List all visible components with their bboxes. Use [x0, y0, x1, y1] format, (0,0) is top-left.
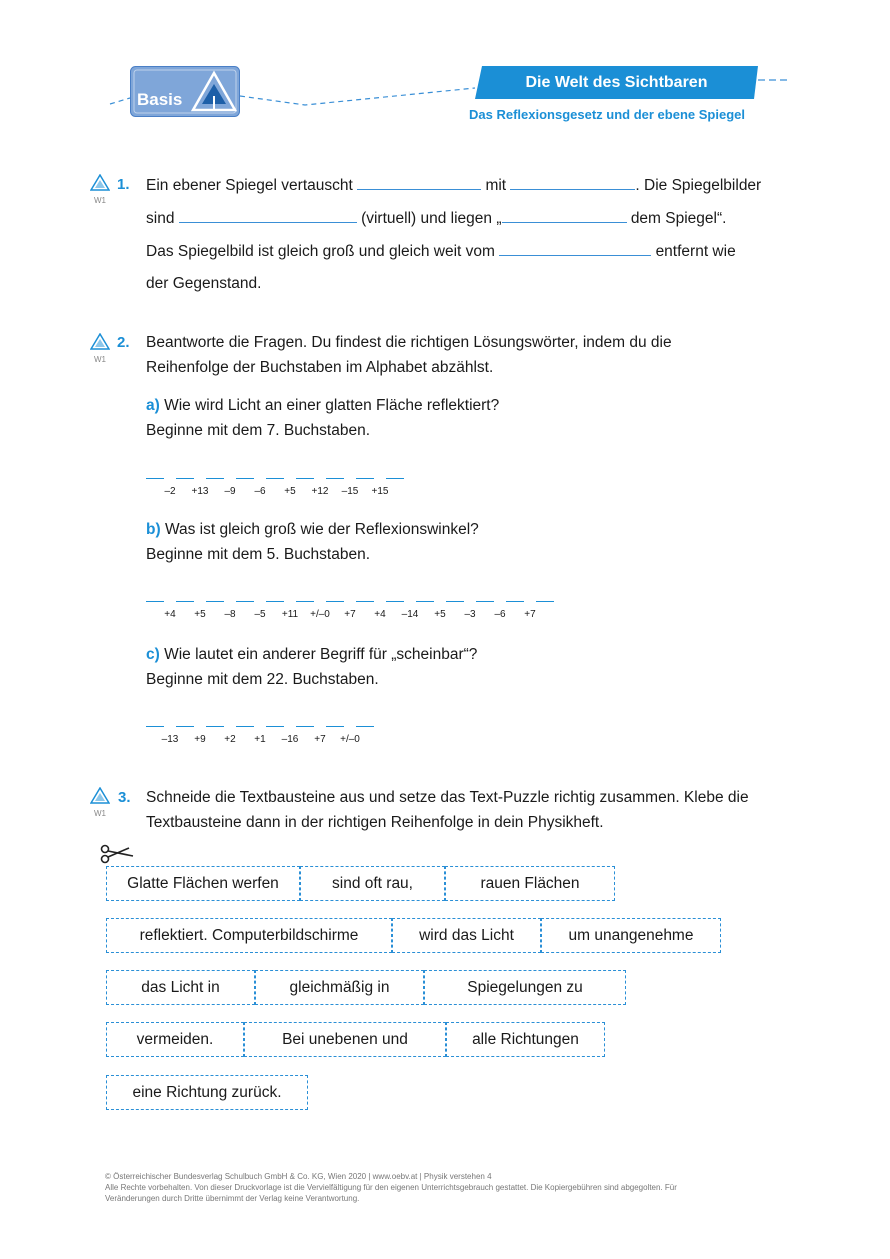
letter-offset: +11	[281, 609, 299, 620]
text-segment: entfernt wie	[655, 243, 736, 260]
letter-offset: +/–0	[310, 609, 330, 620]
letter-slot[interactable]	[206, 478, 224, 479]
basis-level-badge	[130, 66, 240, 117]
text-segment: . Die Spiegelbilder	[635, 177, 762, 194]
text-segment: Das Spiegelbild ist gleich groß und gleich weit vom	[146, 243, 495, 260]
difficulty-pyramid-icon	[90, 333, 110, 350]
puzzle-piece[interactable]: Bei unebenen und	[244, 1022, 446, 1057]
fill-in-blank[interactable]	[499, 241, 651, 256]
puzzle-piece[interactable]: reflektiert. Computerbildschirme	[106, 918, 392, 953]
footer-line: Veränderungen durch Dritte übernimmt der Verlag keine Verantwortung.	[105, 1194, 360, 1203]
letter-offset: +12	[311, 486, 329, 497]
letter-slot[interactable]	[146, 601, 164, 602]
solution-word-b[interactable]	[146, 601, 566, 627]
question-c	[146, 645, 477, 665]
exercise-number: 1.	[117, 176, 130, 193]
exercise1-line2	[146, 208, 726, 229]
letter-offset: +1	[254, 734, 266, 745]
letter-slot[interactable]	[206, 601, 224, 602]
exercise3-instruction-line1: Schneide die Textbausteine aus und setze das Text-Puzzle richtig zusammen. Klebe die	[146, 789, 749, 806]
puzzle-piece[interactable]: wird das Licht	[392, 918, 541, 953]
letter-slot[interactable]	[266, 726, 284, 727]
puzzle-piece[interactable]: eine Richtung zurück.	[106, 1075, 308, 1110]
difficulty-pyramid-icon	[90, 174, 110, 191]
letter-slot[interactable]	[296, 478, 314, 479]
letter-offset: –8	[224, 609, 236, 620]
fill-in-blank[interactable]	[179, 208, 357, 223]
letter-slot[interactable]	[176, 478, 194, 479]
letter-slot[interactable]	[356, 601, 374, 602]
letter-offset: +9	[194, 734, 206, 745]
letter-offset: –2	[164, 486, 176, 497]
question-label: b)	[146, 521, 161, 538]
letter-slot[interactable]	[266, 601, 284, 602]
solution-word-a[interactable]	[146, 478, 446, 504]
letter-slot[interactable]	[326, 478, 344, 479]
letter-slot[interactable]	[296, 601, 314, 602]
question-b	[146, 520, 479, 540]
letter-offset: +2	[224, 734, 236, 745]
letter-offset: –6	[254, 486, 266, 497]
letter-slot[interactable]	[326, 726, 344, 727]
letter-offset: –14	[401, 609, 419, 620]
letter-slot[interactable]	[506, 601, 524, 602]
letter-slot[interactable]	[446, 601, 464, 602]
hint-b: Beginne mit dem 5. Buchstaben.	[146, 546, 371, 563]
exercise2-intro-line1: Beantworte die Fragen. Du findest die richtigen Lösungswörter, indem du die	[146, 334, 672, 351]
question-text: Wie wird Licht an einer glatten Fläche reflektiert?	[164, 397, 500, 414]
puzzle-piece[interactable]: alle Richtungen	[446, 1022, 605, 1057]
letter-slot[interactable]	[176, 601, 194, 602]
fill-in-blank[interactable]	[510, 175, 635, 190]
letter-offset: +5	[194, 609, 206, 620]
letter-offset: +7	[344, 609, 356, 620]
hint-c: Beginne mit dem 22. Buchstaben.	[146, 671, 379, 688]
exercise-number: 2.	[117, 334, 130, 351]
letter-slot[interactable]	[356, 726, 374, 727]
footer-line: Alle Rechte vorbehalten. Von dieser Druckvorlage ist die Vervielfältigung für den eigenen Unterrichtsgebrauch gestattet. Die Kopiergebühren sind abgegolten. Für	[105, 1183, 677, 1192]
letter-offset: +15	[371, 486, 389, 497]
solution-word-c[interactable]	[146, 726, 446, 752]
letter-offset: –13	[161, 734, 179, 745]
competence-level: W1	[94, 196, 106, 205]
letter-slot[interactable]	[416, 601, 434, 602]
letter-slot[interactable]	[206, 726, 224, 727]
letter-offset: +7	[524, 609, 536, 620]
letter-slot[interactable]	[386, 478, 404, 479]
letter-offset: –15	[341, 486, 359, 497]
letter-offset: –6	[494, 609, 506, 620]
question-label: a)	[146, 397, 160, 414]
exercise1-line4: der Gegenstand.	[146, 275, 262, 292]
letter-slot[interactable]	[356, 478, 374, 479]
puzzle-piece[interactable]: sind oft rau,	[300, 866, 445, 901]
exercise-number: 3.	[118, 789, 131, 806]
puzzle-piece[interactable]: vermeiden.	[106, 1022, 244, 1057]
text-segment: Ein ebener Spiegel vertauscht	[146, 177, 353, 194]
puzzle-piece[interactable]: Glatte Flächen werfen	[106, 866, 300, 901]
exercise1-line1	[146, 175, 761, 196]
puzzle-piece[interactable]: das Licht in	[106, 970, 255, 1005]
letter-offset: +/–0	[340, 734, 360, 745]
fill-in-blank[interactable]	[502, 208, 627, 223]
question-label: c)	[146, 646, 160, 663]
puzzle-piece[interactable]: Spiegelungen zu	[424, 970, 626, 1005]
letter-slot[interactable]	[176, 726, 194, 727]
text-segment: dem Spiegel“.	[630, 210, 727, 227]
letter-slot[interactable]	[386, 601, 404, 602]
letter-offset: +5	[284, 486, 296, 497]
puzzle-piece[interactable]: gleichmäßig in	[255, 970, 424, 1005]
letter-offset: –3	[464, 609, 476, 620]
letter-slot[interactable]	[326, 601, 344, 602]
letter-offset: –16	[281, 734, 299, 745]
text-segment: mit	[485, 177, 507, 194]
letter-offset: +4	[164, 609, 176, 620]
competence-level: W1	[94, 355, 106, 364]
letter-slot[interactable]	[476, 601, 494, 602]
fill-in-blank[interactable]	[357, 175, 481, 190]
letter-slot[interactable]	[236, 478, 254, 479]
letter-offset: –5	[254, 609, 266, 620]
difficulty-pyramid-icon	[90, 787, 110, 804]
question-text: Wie lautet ein anderer Begriff für „scheinbar“?	[164, 646, 478, 663]
question-a	[146, 396, 499, 416]
letter-slot[interactable]	[146, 726, 164, 727]
hint-a: Beginne mit dem 7. Buchstaben.	[146, 422, 371, 439]
exercise3-instruction-line2: Textbausteine dann in der richtigen Reihenfolge in dein Physikheft.	[146, 814, 604, 831]
exercise1-line3	[146, 241, 736, 262]
letter-offset: +13	[191, 486, 209, 497]
competence-level: W1	[94, 809, 106, 818]
copyright-footer	[105, 1171, 785, 1204]
scissors-icon	[99, 843, 135, 865]
letter-slot[interactable]	[236, 726, 254, 727]
letter-offset: +7	[314, 734, 326, 745]
level-badge-label: Basis	[137, 90, 183, 109]
puzzle-piece[interactable]: rauen Flächen	[445, 866, 615, 901]
footer-line: © Österreichischer Bundesverlag Schulbuch GmbH & Co. KG, Wien 2020 | www.oebv.at | Physik verstehen 4	[105, 1172, 492, 1181]
letter-offset: +5	[434, 609, 446, 620]
exercise2-intro-line2: Reihenfolge der Buchstaben im Alphabet abzählst.	[146, 359, 494, 376]
question-text: Was ist gleich groß wie der Reflexionswinkel?	[164, 521, 479, 538]
chapter-subtitle: Das Reflexionsgesetz und der ebene Spiegel	[469, 107, 745, 122]
letter-offset: +4	[374, 609, 386, 620]
letter-slot[interactable]	[236, 601, 254, 602]
letter-slot[interactable]	[536, 601, 554, 602]
chapter-title: Die Welt des Sichtbaren	[525, 74, 708, 91]
letter-slot[interactable]	[266, 478, 284, 479]
text-segment: sind	[146, 210, 175, 227]
puzzle-piece[interactable]: um unangenehme	[541, 918, 721, 953]
letter-offset: –9	[224, 486, 236, 497]
text-segment: (virtuell) und liegen „	[361, 210, 502, 227]
letter-slot[interactable]	[146, 478, 164, 479]
letter-slot[interactable]	[296, 726, 314, 727]
